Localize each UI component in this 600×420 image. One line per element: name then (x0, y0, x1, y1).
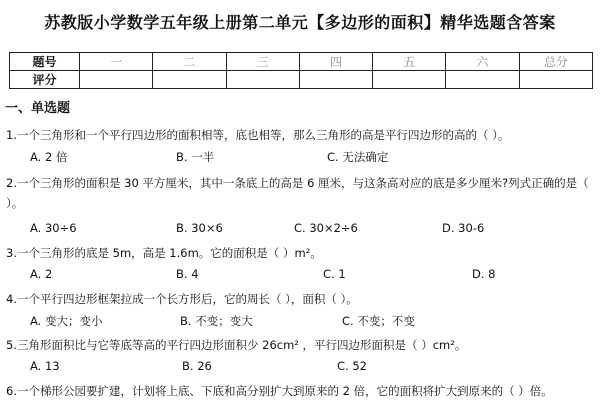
score-input-cell[interactable] (80, 71, 153, 89)
score-input-cell[interactable] (226, 71, 299, 89)
option-c[interactable]: C. 1 (323, 267, 346, 281)
option-a[interactable]: A. 2 (30, 267, 53, 281)
question-text: 2.一个三角形的面积是 30 平方厘米，其中一条底上的高是 6 厘米，与这条高对应的底是多少厘米?列式正确的是（ ）。 (6, 176, 589, 210)
option-a[interactable]: A. 2 倍 (30, 150, 68, 164)
option-a[interactable]: A. 变大；变小 (30, 314, 103, 328)
score-table-header-row (10, 53, 593, 71)
option-a[interactable]: A. 30÷6 (30, 221, 77, 235)
score-input-cell[interactable] (153, 71, 226, 89)
option-c[interactable]: C. 52 (337, 359, 367, 373)
option-b[interactable]: B. 30×6 (176, 221, 223, 235)
score-cell: 五 (373, 53, 446, 71)
option-c[interactable]: C. 不变；不变 (342, 314, 415, 328)
score-cell: 总分 (519, 53, 592, 71)
score-cell: 二 (153, 53, 226, 71)
option-d[interactable]: D. 30-6 (442, 221, 485, 235)
score-input-cell[interactable] (299, 71, 372, 89)
option-b[interactable]: B. 26 (182, 359, 212, 373)
question-text: 6.一个梯形公园要扩建，计划将上底、下底和高分别扩大到原来的 2 倍，它的面积将扩大到原来的（ ）倍。 (6, 384, 553, 398)
option-b[interactable]: B. 不变；变大 (180, 314, 253, 328)
question-text: 4.一个平行四边形框架拉成一个长方形后，它的周长（ ），面积（ ）。 (6, 292, 358, 306)
option-a[interactable]: A. 13 (30, 359, 60, 373)
option-c[interactable]: C. 30×2÷6 (294, 221, 358, 235)
option-c[interactable]: C. 无法确定 (327, 150, 389, 164)
section-title: 一、单选题 (5, 101, 71, 116)
score-input-cell[interactable] (446, 71, 519, 89)
score-cell: 四 (299, 53, 372, 71)
question-text: 1.一个三角形和一个平行四边形的面积相等，底也相等，那么三角形的高是平行四边形的高的（ ）。 (6, 128, 510, 142)
score-cell: 题号 (10, 53, 80, 71)
score-input-cell[interactable] (519, 71, 592, 89)
option-b[interactable]: B. 4 (176, 267, 199, 281)
score-table (9, 52, 593, 89)
score-table-score-row (10, 71, 593, 89)
score-cell: 六 (446, 53, 519, 71)
score-input-cell[interactable] (373, 71, 446, 89)
option-d[interactable]: D. 8 (472, 267, 496, 281)
document-title: 苏教版小学数学五年级上册第二单元【多边形的面积】精华选题含答案 (44, 13, 556, 32)
score-cell: 三 (226, 53, 299, 71)
option-b[interactable]: B. 一半 (176, 150, 215, 164)
score-cell: 一 (80, 53, 153, 71)
score-cell: 评分 (10, 71, 80, 89)
question-text: 3.一个三角形的底是 5m，高是 1.6m。它的面积是（ ）m²。 (6, 246, 322, 260)
question-text: 5.三角形面积比与它等底等高的平行四边形面积少 26cm² ，平行四边形面积是（ ）cm²。 (6, 338, 467, 352)
